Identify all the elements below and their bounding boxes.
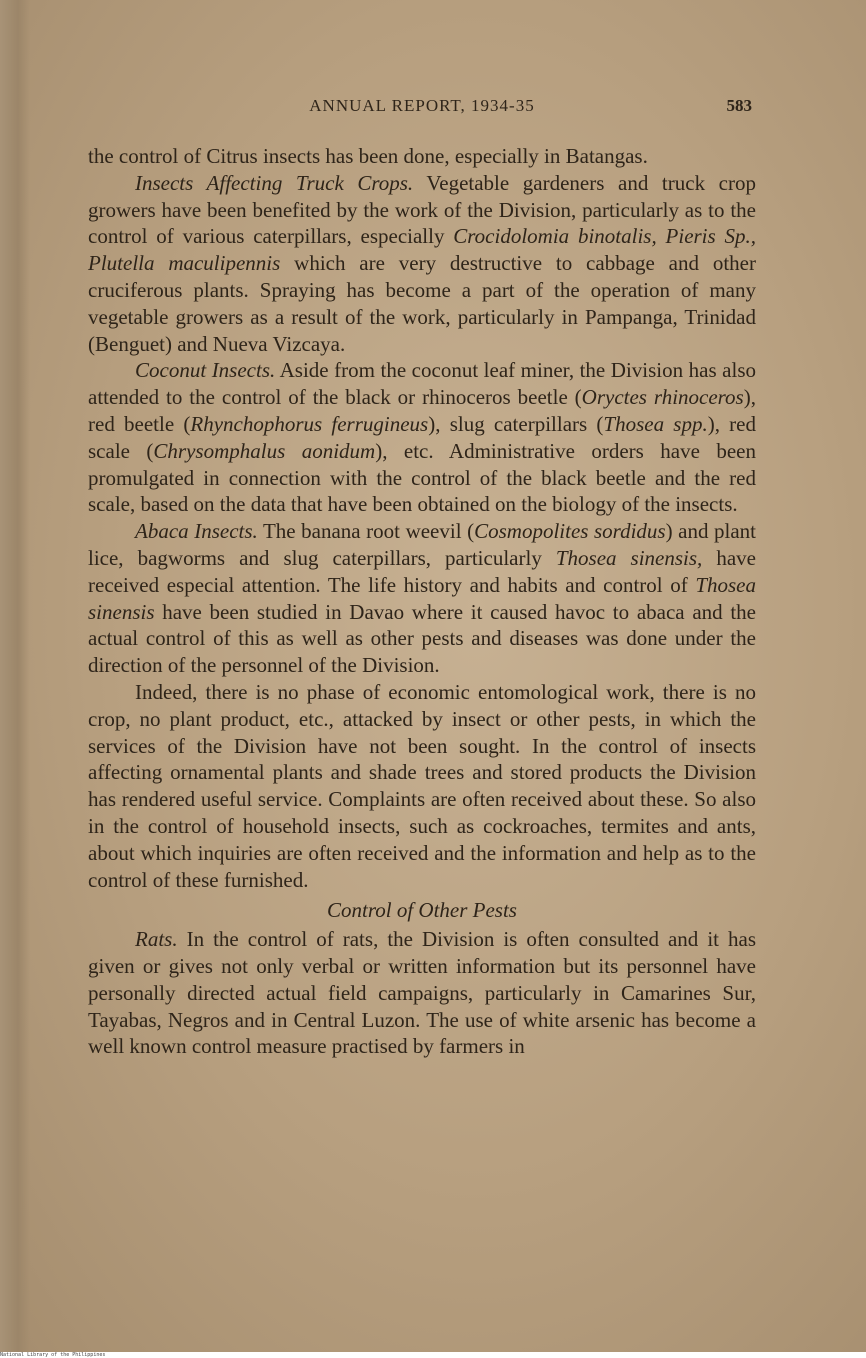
paragraph-heading: Insects Affecting Truck Crops. xyxy=(135,170,414,195)
paragraph-abaca-insects: Abaca Insects. The banana root weevil (Cosmopolites sordidus) and plant lice, bagworms and slug caterpillars, particularly Thosea sinensis, have received especial attention. The life history and habits and control of Thosea sinensis have been studied in Davao where it caused havoc to abaca and the actual control of this as well as other pests and diseases was done under the direction of the personnel of the Division. xyxy=(88,519,757,678)
footer-credit: National Library of the Philippines xyxy=(0,1352,866,1358)
species-name: Chrysomphalus aonidum xyxy=(153,438,376,463)
species-name: Crocidolomia binotalis, Pieris Sp., Plutella maculipennis xyxy=(88,224,756,276)
species-name: Oryctes rhinoceros xyxy=(581,385,744,410)
paragraph-heading: Coconut Insects. xyxy=(135,358,276,383)
body-text xyxy=(88,143,756,1060)
species-name: Cosmopolites sordidus xyxy=(474,519,666,544)
section-heading: Control of Other Pests xyxy=(327,898,517,923)
paragraph-heading: Abaca Insects. xyxy=(135,519,258,544)
species-name: Thosea sinensis, xyxy=(555,545,703,570)
species-name: Thosea sinensis xyxy=(88,572,756,624)
paragraph-truck-crops: Insects Affecting Truck Crops. Vegetable gardeners and truck crop growers have been benefited by the work of the Division, particularly as to the control of various caterpillars, especially Crocidolomia binotalis, Pieris Sp., Plutella maculipennis which are very destructive to cabbage and other cruciferous plants. Spraying has become a part of the operation of many vegetable growers as a result of the work, particularly in Pampanga, Trinidad (Benguet) and Nueva Vizcaya. xyxy=(88,170,756,356)
paragraph-heading: Rats. xyxy=(135,927,178,952)
species-name: Thosea spp. xyxy=(603,411,708,436)
paragraph-coconut-insects: Coconut Insects. Aside from the coconut leaf miner, the Division has also attended to the control of the black or rhinoceros beetle (Oryctes rhinoceros), red beetle (Rhynchophorus ferrugineus), slug caterpillars (Thosea spp.), red scale (Chrysomphalus aonidum), etc. Administrative orders have been promulgated in connection with the control of the black beetle and the red scale, based on the data that have been obtained on the biology of the insects. xyxy=(88,358,757,517)
paragraph-citrus: the control of Citrus insects has been done, especially in Batangas. xyxy=(88,144,648,168)
page-number: 583 xyxy=(726,96,752,115)
book-spine-shadow xyxy=(0,0,30,1352)
species-name: Rhynchophorus ferrugineus xyxy=(190,411,429,436)
paragraph-other-work: Indeed, there is no phase of economic entomological work, there is no crop, no plant product, etc., attacked by insect or other pests, in which the services of the Division have not been sought. In the control of insects affecting ornamental plants and shade trees and stored products the Division has rendered useful service. Complaints are often received about these. So also in the control of household insects, such as cockroaches, termites and ants, about which inquiries are often received and the information and help as to the control of these furnished. xyxy=(88,679,756,892)
page-header xyxy=(88,94,756,120)
running-head: ANNUAL REPORT, 1934-35 xyxy=(309,96,535,115)
paragraph-rats: Rats. In the control of rats, the Division is often consulted and it has given or gives not only verbal or written information but its personnel have personally directed actual field campaigns, particularly in Camarines Sur, Tayabas, Negros and in Central Luzon. The use of white arsenic has become a well known control measure practised by farmers in xyxy=(88,927,756,1059)
